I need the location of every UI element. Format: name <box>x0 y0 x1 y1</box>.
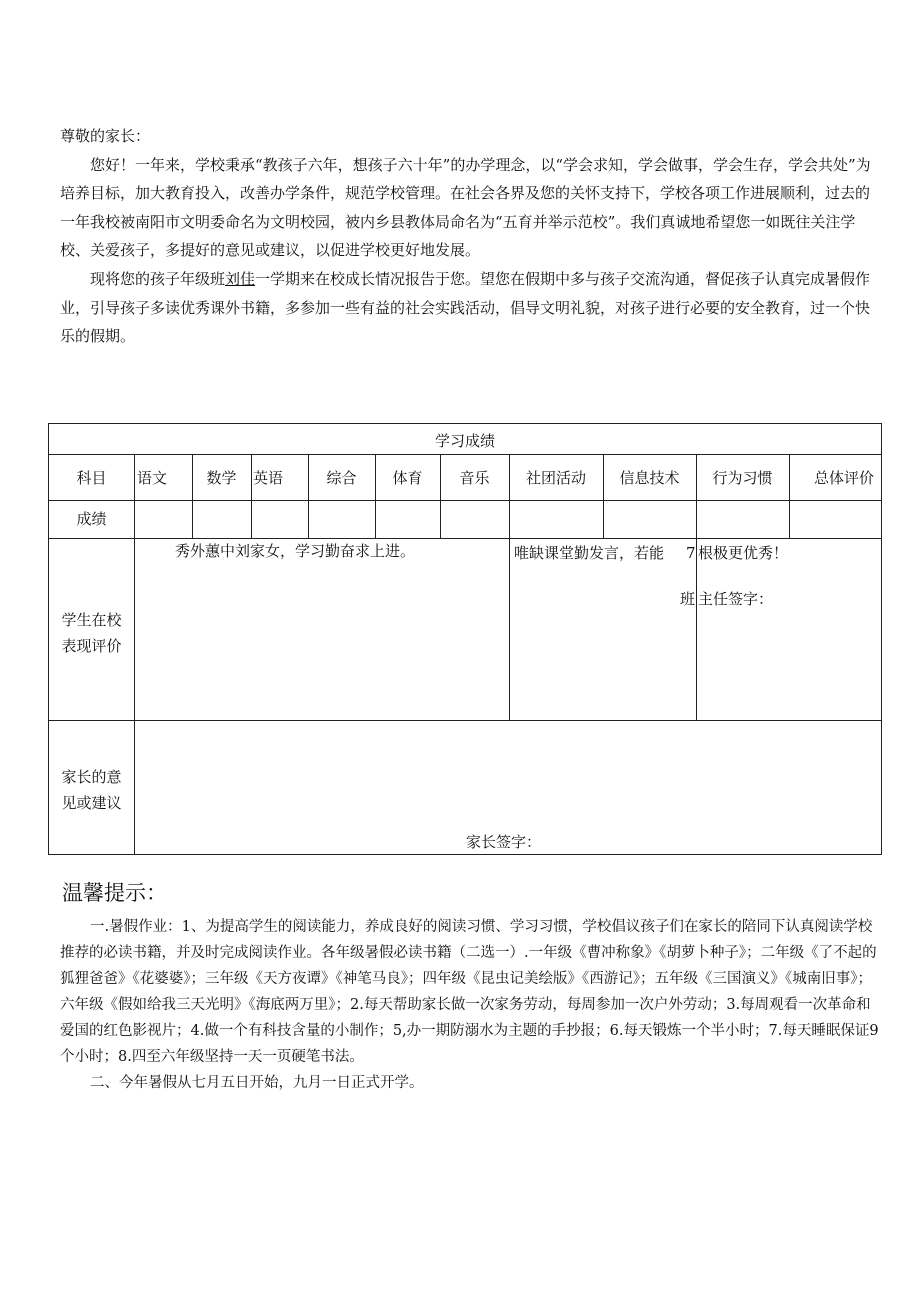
table-rule <box>49 500 881 501</box>
table-rule <box>375 454 376 538</box>
subject-clubs: 社团活动 <box>525 469 586 487</box>
tips-paragraph-2: 二、今年暑假从七月五日开始，九月一日正式开学。 <box>90 1075 424 1091</box>
parent-opinion-label-line-1: 家长的意 <box>61 768 122 786</box>
evaluation-label-line-1: 学生在校 <box>61 611 122 629</box>
subject-music: 音乐 <box>459 469 490 487</box>
report-table <box>48 423 882 855</box>
table-rule <box>308 454 309 538</box>
subject-math: 数学 <box>206 469 237 487</box>
salutation: 尊敬的家长： <box>60 127 151 145</box>
parent-opinion-label <box>49 764 134 816</box>
table-rule <box>789 454 790 538</box>
table-rule <box>49 538 881 539</box>
letter-paragraph-2 <box>60 265 880 351</box>
subject-behavior: 行为习惯 <box>712 469 773 487</box>
subject-it: 信息技术 <box>619 469 680 487</box>
letter-paragraph-2-start: 现将您的孩子年级班 <box>90 269 226 288</box>
evaluation-line-1: 秀外蕙中刘家女，学习勤奋求上进。 <box>175 542 416 560</box>
evaluation-line-2: 唯缺课堂勤发言，若能 <box>514 544 665 562</box>
table-rule <box>440 454 441 538</box>
parent-opinion-label-line-2: 见或建议 <box>61 794 122 812</box>
subject-chinese: 语文 <box>137 469 168 487</box>
teacher-signature-label: 主任签字： <box>698 590 774 608</box>
letter <box>60 122 880 351</box>
score-label: 成绩 <box>76 510 107 528</box>
subject-integrated: 综合 <box>326 469 357 487</box>
table-rule <box>603 454 604 538</box>
table-title: 学习成绩 <box>434 432 495 450</box>
tips-title: 温馨提示： <box>62 881 167 905</box>
table-rule <box>509 454 510 720</box>
evaluation-class-char: 班 <box>680 590 696 608</box>
subject-english: 英语 <box>253 469 284 487</box>
parent-signature-label: 家长签字： <box>466 833 542 851</box>
subject-overall: 总体评价 <box>814 469 875 487</box>
table-rule <box>251 454 252 538</box>
table-rule <box>696 454 697 720</box>
tips-paragraph-1: 一.暑假作业：1、为提高学生的阅读能力，养成良好的阅读习惯、学习习惯，学校倡议孩子们在家长的陪同下认真阅读学校推荐的必读书籍，并及时完成阅读作业。各年级暑假必读书籍（二选一）.一年级《曹冲称象》《胡萝卜种子》；二年级《了不起的狐狸爸爸》《花婆婆》；三年级《天方夜谭》《神笔马良》；四年级《昆虫记美绘版》《西游记》；五年级《三国演义》《城南旧事》；六年级《假如给我三天光明》《海底两万里》；2.每天帮助家长做一次家务劳动，每周参加一次户外劳动；3.每周观看一次革命和爱国的红色影视片；4.做一个有科技含量的小制作；5,办一期防溺水为主题的手抄报；6.每天锻炼一个半小时；7.每天睡眠保证9个小时；8.四至六年级坚持一天一页硬笔书法。 <box>60 919 879 1065</box>
letter-paragraph-2-end: 一学期来在校成长情况报告于您。望您在假期中多与孩子交流沟通，督促孩子认真完成暑假作业，引导孩子多读优秀课外书籍，多参加一些有益的社会实践活动，倡导文明礼貌，对孩子进行必要的安全教育，过一个快乐的假期。 <box>60 269 871 346</box>
table-rule <box>192 454 193 538</box>
table-rule <box>134 454 135 854</box>
table-rule <box>49 454 881 455</box>
evaluation-line-4: 根极更优秀！ <box>698 544 789 562</box>
letter-paragraph-1: 您好！一年来，学校秉承“教孩子六年，想孩子六十年”的办学理念，以“学会求知，学会做事，学会生存，学会共处”为培养目标，加大教育投入，改善办学条件，规范学校管理。在社会各界及您的关怀支持下，学校各项工作进展顺利，过去的一年我校被南阳市文明委命名为文明校园，被内乡县教体局命名为“五育并举示范校”。我们真诚地希望您一如既往关注学校、关爱孩子，多提好的意见或建议，以促进学校更好地发展。 <box>60 155 871 260</box>
subject-label: 科目 <box>76 469 107 487</box>
evaluation-label-line-2: 表现评价 <box>61 637 122 655</box>
tips <box>60 914 882 1096</box>
table-rule <box>49 720 881 721</box>
evaluation-label <box>49 607 134 659</box>
subject-pe: 体育 <box>392 469 423 487</box>
evaluation-line-3: 7 <box>686 544 696 562</box>
student-name: 刘佳 <box>225 269 256 288</box>
